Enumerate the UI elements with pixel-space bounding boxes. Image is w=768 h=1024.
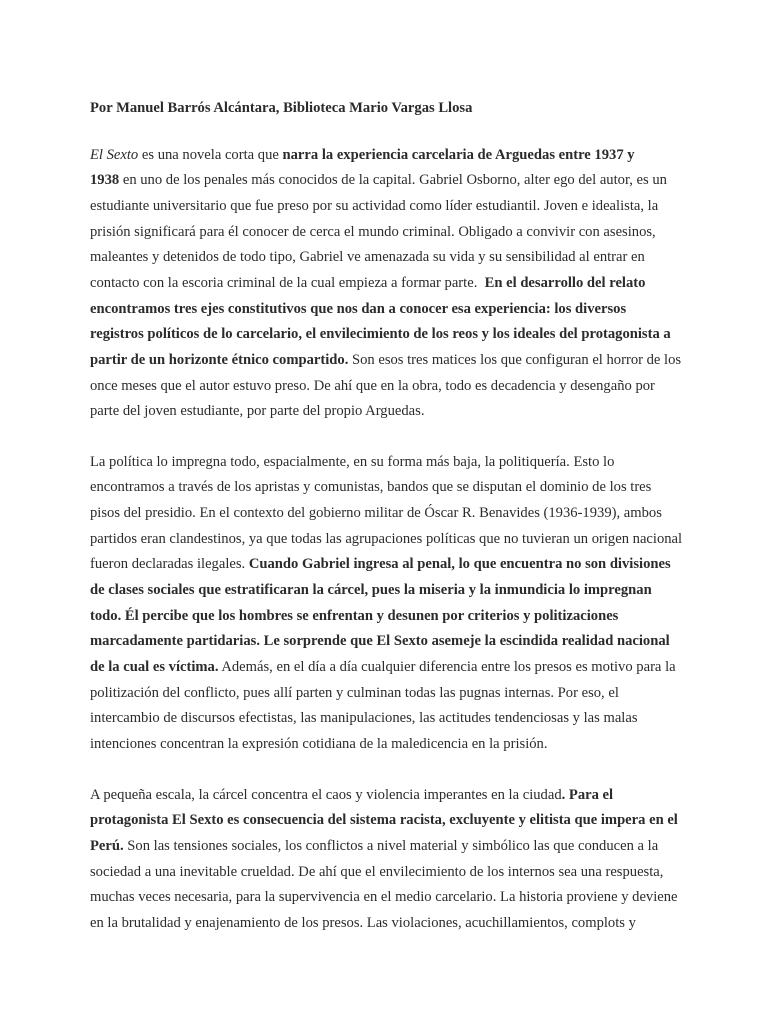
text-line [90,629,684,655]
text-run: intenciones concentran la expresión cotidiana de la maledicencia en la prisión. [90,736,548,753]
text-run: muchas veces necesaria, para la supervivencia en el medio carcelario. La historia proviene y deviene [90,889,678,906]
text-run: estudiante universitario que fue preso por su actividad como líder estudiantil. Joven e idealista, la [90,197,659,214]
bold-text: marcadamente partidarias. Le sorprende que El Sexto asemeje la escindida realidad nacional [90,633,670,650]
bold-text: protagonista El Sexto es consecuencia del sistema racista, excluyente y elitista que impera en el [90,812,678,829]
text-line [90,399,684,425]
bold-text: encontramos tres ejes constitutivos que nos dan a conocer esa experiencia: los diversos [90,300,627,317]
paragraph-3 [90,783,684,937]
text-line [90,450,684,476]
text-line [90,168,684,194]
text-line [90,655,684,681]
bold-text: . Para el [561,786,614,803]
text-run: fueron declaradas ilegales. [90,556,249,573]
text-line [90,808,684,834]
bold-text: En el desarrollo del relato [484,274,646,291]
text-line [90,194,684,220]
bold-text: Perú. [90,838,124,854]
text-run: intercambio de discursos efectistas, las manipulaciones, las actitudes tendenciosas y las malas [90,710,638,727]
text-run: A pequeña escala, la cárcel concentra el caos y violencia imperantes en la ciudad [90,786,562,803]
text-run: sociedad a una inevitable crueldad. De ahí que el envilecimiento de los internos sea una respuesta, [90,863,664,880]
text-line [90,834,684,860]
text-line [90,501,684,527]
text-run: es una novela corta que [138,146,283,163]
bold-text: Cuando Gabriel ingresa al penal, lo que encuentra no son divisiones [248,556,671,573]
text-run: La política lo impregna todo, espacialmente, en su forma más baja, la politiquería. Esto lo [90,453,615,470]
bold-text: de clases sociales que estratificaran la cárcel, pues la miseria y la inmundicia lo impregnan [90,582,652,599]
text-run: parte del joven estudiante, por parte del propio Arguedas. [90,403,425,420]
bold-text: todo. Él percibe que los hombres se enfrentan y desunen por criterios y politizaciones [90,607,619,624]
text-line [90,732,684,758]
text-line [90,706,684,732]
text-line [90,322,684,348]
document-page [90,96,684,962]
text-line [90,604,684,630]
text-run: maleantes y detenidos de todo tipo, Gabriel ve amenazada su vida y su sensibilidad al entrar en [90,249,645,266]
text-line [90,578,684,604]
text-line [90,297,684,323]
text-run: en la brutalidad y enajenamiento de los presos. Las violaciones, acuchillamientos, complots y [90,914,636,931]
text-line [90,911,684,937]
text-line [90,143,684,169]
text-line [90,885,684,911]
text-line [90,681,684,707]
text-line [90,860,684,886]
text-line [90,271,684,297]
text-line [90,783,684,809]
text-line [90,552,684,578]
text-run: once meses que el autor estuvo preso. De ahí que en la obra, todo es decadencia y desengaño por [90,377,655,394]
text-run: pisos del presidio. En el contexto del gobierno militar de Óscar R. Benavides (1936-1939), ambos [90,505,662,522]
text-line [90,475,684,501]
text-run: contacto con la escoria criminal de la cual empieza a formar parte. [90,274,485,291]
text-run: Son las tensiones sociales, los conflictos a nivel material y simbólico las que conducen a la [123,838,659,854]
paragraph-1 [90,143,684,425]
text-line [90,220,684,246]
text-line [90,348,684,374]
text-run: Además, en el día a día cualquier diferencia entre los presos es motivo para la [218,659,676,676]
text-run: partidos eran clandestinos, ya que todas las agrupaciones políticas que no tuvieran un origen nacional [90,530,683,547]
byline: Por Manuel Barrós Alcántara, Biblioteca Mario Vargas Llosa [90,100,473,116]
italic-text: El Sexto [90,146,139,163]
text-run: en uno de los penales más conocidos de la capital. Gabriel Osborno, alter ego del autor, es un [119,172,667,189]
text-run: encontramos a través de los apristas y comunistas, bandos que se disputan el dominio de los tres [90,479,652,496]
text-run: prisión significará para él conocer de cerca el mundo criminal. Obligado a convivir con asesinos, [90,223,656,240]
text-line [90,527,684,553]
text-run: Son esos tres matices los que configuran el horror de los [348,351,682,368]
bold-text: registros políticos de lo carcelario, el envilecimiento de los reos y los ideales del protagonista a [90,326,671,343]
bold-text: de la cual es víctima. [90,659,219,676]
text-line [90,374,684,400]
bold-text: partir de un horizonte étnico compartido. [90,351,349,368]
text-line [90,245,684,271]
bold-text: 1938 [90,172,120,189]
bold-text: narra la experiencia carcelaria de Arguedas entre 1937 y [282,146,635,163]
text-run: politización del conflicto, pues allí parten y culminan todas las pugnas internas. Por eso, el [90,684,619,701]
paragraph-2 [90,450,684,758]
